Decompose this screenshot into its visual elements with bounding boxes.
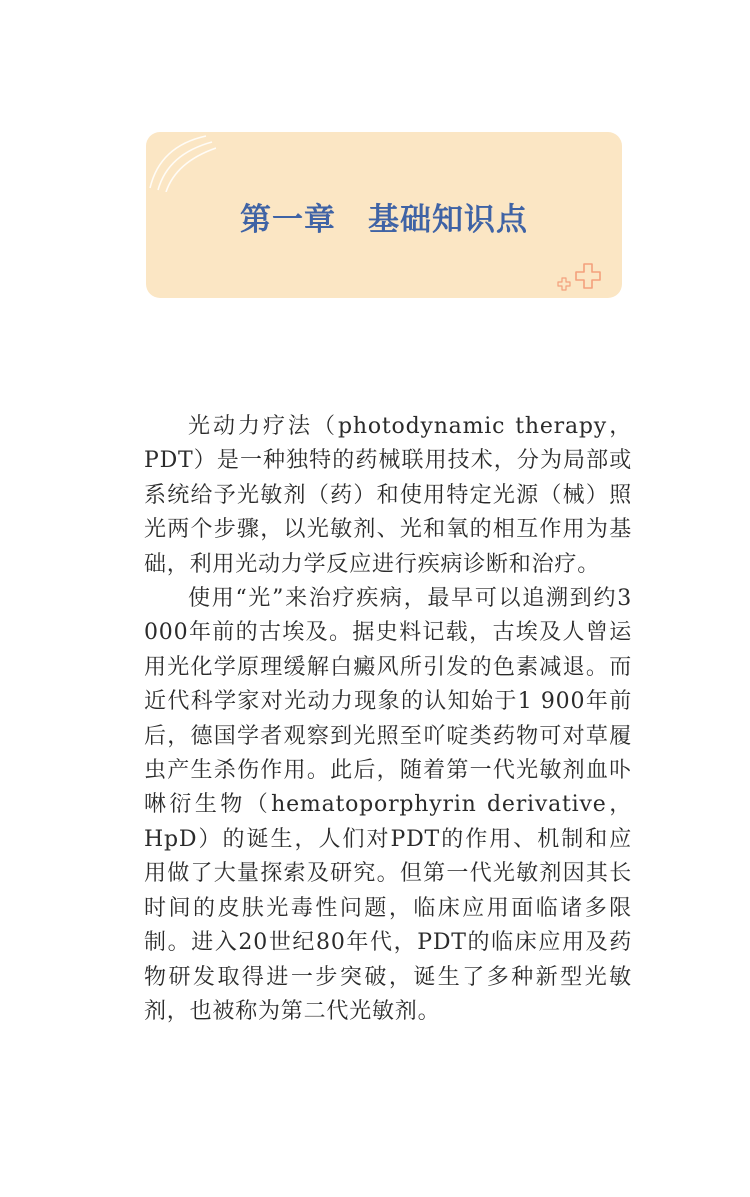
chapter-banner <box>146 132 622 298</box>
chapter-title: 第一章 基础知识点 <box>240 202 528 238</box>
paragraph-intro: 光动力疗法（photodynamic therapy，PDT）是一种独特的药械联用技术，分为局部或系统给予光敏剂（药）和使用特定光源（械）照光两个步骤，以光敏剂、光和氧的相互作用为基础，利用光动力学反应进行疾病诊断和治疗。 <box>144 414 632 577</box>
medical-cross-icon <box>554 260 608 296</box>
paragraph-history: 使用“光”来治疗疾病，最早可以追溯到约3 000年前的古埃及。据史料记载，古埃及人曾运用光化学原理缓解白癜风所引发的色素减退。而近代科学家对光动力现象的认知始于1 900年前后，德国学者观察到光照至吖啶类药物可对草履虫产生杀伤作用。此后，随着第一代光敏剂血卟啉衍生物（hematoporphyrin derivative，HpD）的诞生，人们对PDT的作用、机制和应用做了大量探索及研究。但第一代光敏剂因其长时间的皮肤光毒性问题，临床应用面临诸多限制。进入20世纪80年代，PDT的临床应用及药物研发取得进一步突破，诞生了多种新型光敏剂，也被称为第二代光敏剂。 <box>144 586 632 1024</box>
body-text <box>144 410 632 1029</box>
arc-lines-icon <box>146 132 216 192</box>
